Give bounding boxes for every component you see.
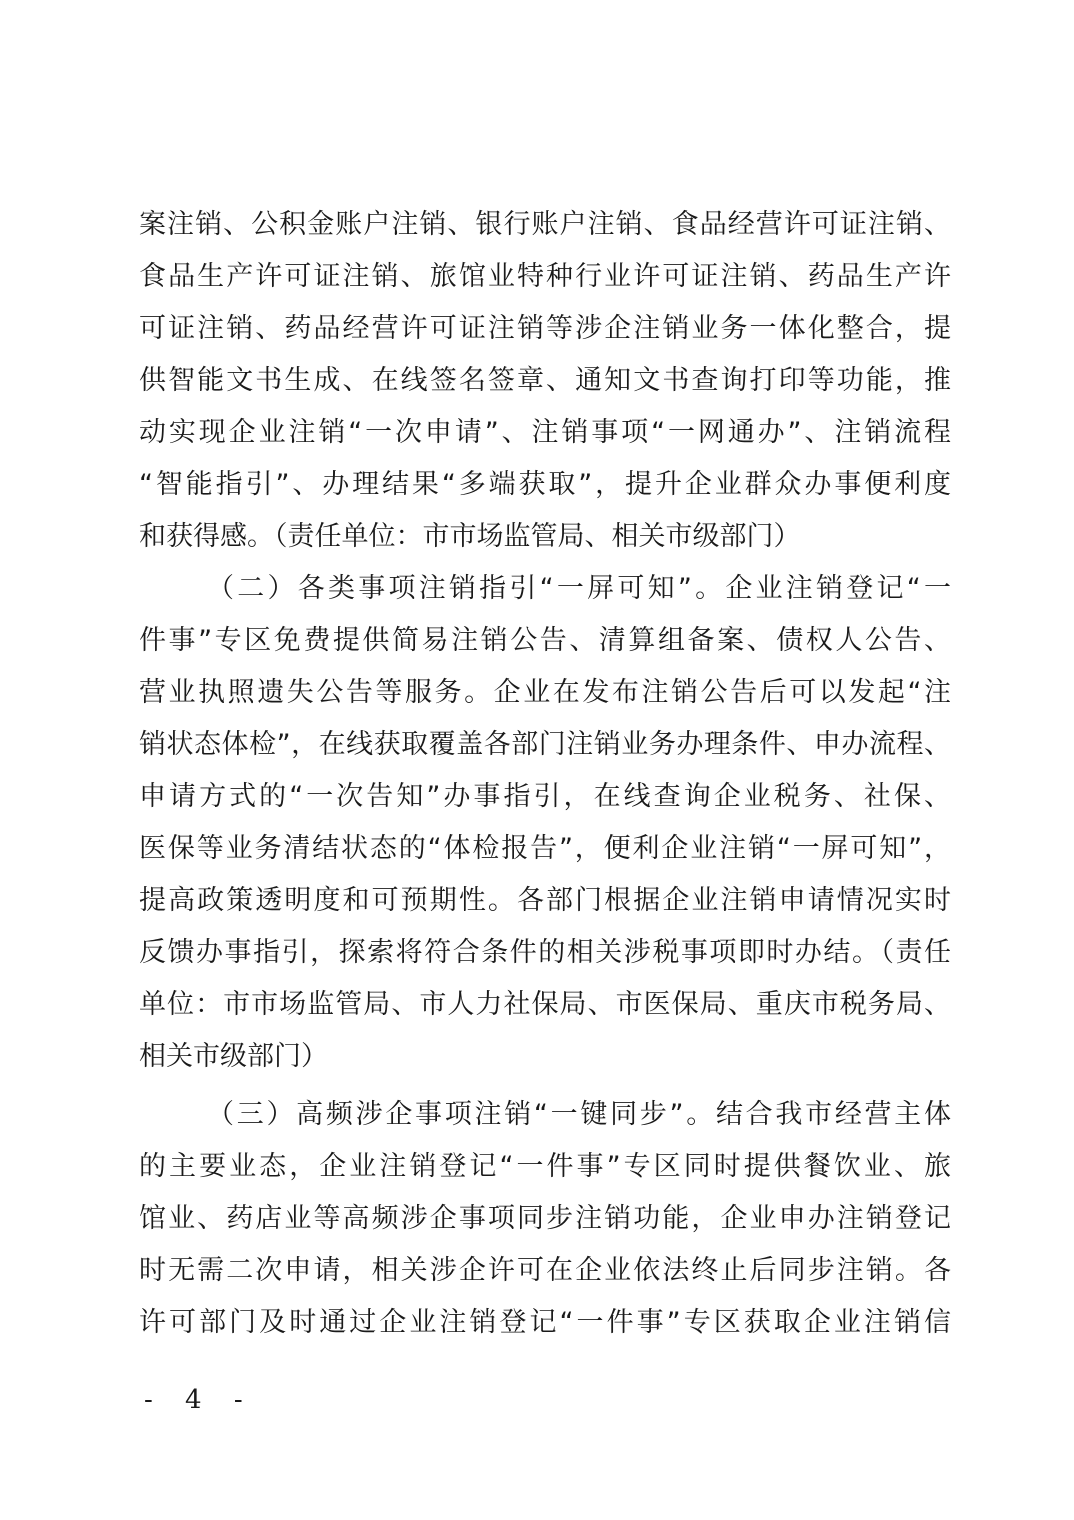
section-heading-line: （三）高频涉企事项注销“一键同步”。结合我市经营主体 — [207, 1099, 951, 1130]
text-line: 反馈办事指引，探索将符合条件的相关涉税事项即时办结。（责任 — [139, 937, 951, 968]
text-line: 相关市级部门） — [139, 1041, 328, 1072]
text-line: 食品生产许可证注销、旅馆业特种行业许可证注销、药品生产许 — [139, 261, 951, 292]
text-line: 供智能文书生成、在线签名签章、通知文书查询打印等功能，推 — [139, 365, 951, 396]
text-line: 件事”专区免费提供简易注销公告、清算组备案、债权人公告、 — [139, 625, 951, 656]
text-line: 医保等业务清结状态的“体检报告”，便利企业注销“一屏可知”， — [139, 833, 951, 864]
text-line: 提高政策透明度和可预期性。各部门根据企业注销申请情况实时 — [139, 885, 951, 916]
text-line: 的主要业态，企业注销登记“一件事”专区同时提供餐饮业、旅 — [139, 1151, 951, 1182]
text-line: 时无需二次申请，相关涉企许可在企业依法终止后同步注销。各 — [139, 1255, 951, 1286]
text-line: 可证注销、药品经营许可证注销等涉企注销业务一体化整合，提 — [139, 313, 951, 344]
text-line: 营业执照遗失公告等服务。企业在发布注销公告后可以发起“注 — [139, 677, 951, 708]
body-text — [139, 199, 951, 1349]
section-heading-line: （二）各类事项注销指引“一屏可知”。企业注销登记“一 — [207, 573, 951, 604]
text-line: 申请方式的“一次告知”办事指引，在线查询企业税务、社保、 — [139, 781, 951, 812]
text-line: 许可部门及时通过企业注销登记“一件事”专区获取企业注销信 — [139, 1307, 951, 1338]
text-line: 案注销、公积金账户注销、银行账户注销、食品经营许可证注销、 — [139, 209, 951, 240]
text-line: 单位：市市场监管局、市人力社保局、市医保局、重庆市税务局、 — [139, 989, 951, 1020]
text-line: 动实现企业注销“一次申请”、注销事项“一网通办”、注销流程 — [139, 417, 951, 448]
text-line: 馆业、药店业等高频涉企事项同步注销功能，企业申办注销登记 — [139, 1203, 951, 1234]
page-number: - 4 - — [144, 1385, 255, 1415]
text-line: 和获得感。（责任单位：市市场监管局、相关市级部门） — [139, 521, 801, 552]
text-line: 销状态体检”，在线获取覆盖各部门注销业务办理条件、申办流程、 — [139, 729, 951, 760]
text-line: “智能指引”、办理结果“多端获取”，提升企业群众办事便利度 — [139, 469, 951, 500]
